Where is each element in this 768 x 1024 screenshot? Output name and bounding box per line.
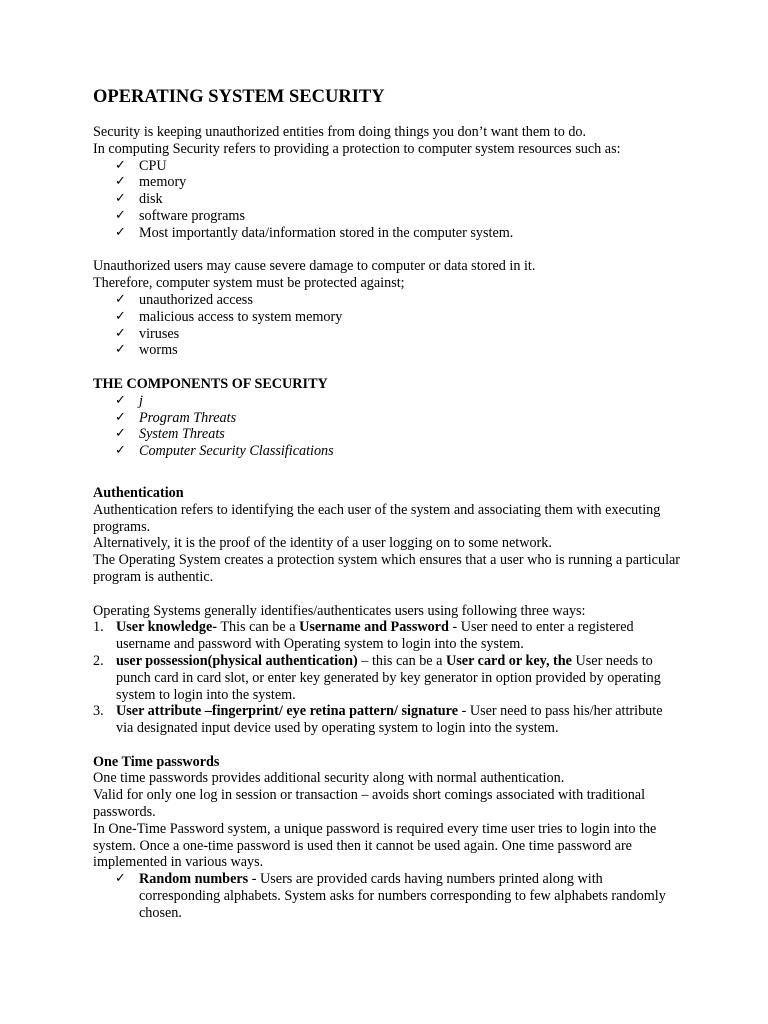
list-item: ✓ worms (115, 342, 178, 359)
checkmark-icon: ✓ (115, 224, 126, 240)
list-item: ✓ software programs (115, 207, 245, 224)
threats-list (93, 292, 683, 359)
otp-heading: One Time passwords (93, 753, 220, 770)
checkmark-icon: ✓ (115, 174, 126, 190)
document-body (93, 86, 683, 922)
list-item: ✓ Random numbers - Users are provided cards having numbers printed along with corresponding alphabets. System asks for numbers corresponding to few alphabets randomly chosen. (115, 871, 666, 921)
otp-list (93, 871, 683, 921)
checkmark-icon: ✓ (115, 342, 126, 358)
list-item: ✓ memory (115, 174, 187, 191)
list-item: ✓ Computer Security Classifications (115, 443, 334, 460)
checkmark-icon: ✓ (115, 392, 126, 408)
authentication-heading: Authentication (93, 484, 184, 501)
spacer (93, 586, 683, 603)
ways-intro: Operating Systems generally identifies/authenticates users using following three ways: (93, 602, 586, 619)
list-item: ✓ Most importantly data/information stored in the computer system. (115, 224, 514, 241)
list-item: ✓ Program Threats (115, 409, 237, 426)
checkmark-icon: ✓ (115, 157, 126, 173)
resources-list (93, 158, 683, 242)
spacer (93, 737, 683, 754)
list-item: ✓ viruses (115, 325, 180, 342)
list-item: ✓ CPU (115, 157, 167, 174)
authentication-paragraph: The Operating System creates a protection system which ensures that a user who is running a particular program is authentic. (93, 552, 681, 585)
list-item: ✓ System Threats (115, 426, 225, 443)
checkmark-icon: ✓ (115, 191, 126, 207)
checkmark-icon: ✓ (115, 207, 126, 223)
components-list (93, 393, 683, 460)
otp-paragraph: Valid for only one log in session or transaction – avoids short comings associated with traditional passwords. (93, 787, 646, 821)
list-item: 2. user possession(physical authentication) – this can be a User card or key, the User needs to punch card in card slot, or enter key generated by key generator in option provided by operating system to login into the system. (93, 652, 661, 703)
checkmark-icon: ✓ (115, 325, 126, 341)
components-heading: THE COMPONENTS OF SECURITY (93, 375, 328, 392)
list-item: ✓ j (115, 392, 143, 409)
spacer (93, 460, 683, 485)
otp-paragraph: One time passwords provides additional security along with normal authentication. (93, 770, 565, 787)
checkmark-icon: ✓ (115, 291, 126, 307)
list-item: ✓ unauthorized access (115, 291, 253, 308)
page-title: OPERATING SYSTEM SECURITY (93, 87, 385, 107)
checkmark-icon: ✓ (115, 871, 126, 887)
spacer (93, 242, 683, 259)
list-item: 3. User attribute –fingerprint/ eye retina pattern/ signature - User need to pass his/her attribute via designated input device used by operating system to login into the system. (93, 703, 663, 737)
authentication-paragraph: Authentication refers to identifying the each user of the system and associating them with executing programs. (93, 501, 661, 535)
list-item: ✓ disk (115, 191, 163, 208)
checkmark-icon: ✓ (115, 409, 126, 425)
damage-line-1: Unauthorized users may cause severe damage to computer or data stored in it. (93, 258, 536, 275)
otp-paragraph: In One-Time Password system, a unique password is required every time user tries to login into the system. Once a one-time password is used then it cannot be used again. One time password are implemented in various ways. (93, 820, 657, 871)
ways-list (93, 619, 683, 737)
checkmark-icon: ✓ (115, 426, 126, 442)
list-item: 1. User knowledge- This can be a Username and Password - User need to enter a registered username and password with Operating system to login into the system. (93, 619, 634, 653)
intro-line-2: In computing Security refers to providing a protection to computer system resources such as: (93, 140, 621, 157)
checkmark-icon: ✓ (115, 308, 126, 324)
checkmark-icon: ✓ (115, 443, 126, 459)
intro-line-1: Security is keeping unauthorized entities from doing things you don’t want them to do. (93, 124, 587, 140)
list-item: ✓ malicious access to system memory (115, 308, 343, 325)
authentication-paragraph: Alternatively, it is the proof of the identity of a user logging on to some network. (93, 535, 552, 552)
spacer (93, 359, 683, 376)
damage-line-2: Therefore, computer system must be protected against; (93, 275, 405, 292)
